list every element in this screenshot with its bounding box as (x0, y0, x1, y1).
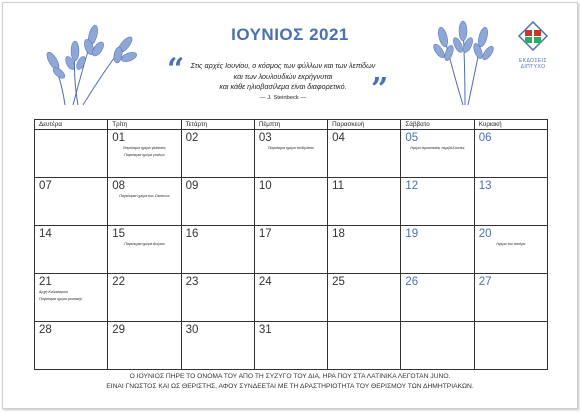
day-cell[interactable] (401, 178, 474, 226)
day-cell[interactable] (35, 274, 108, 322)
day-number: 18 (332, 228, 345, 240)
day-number: 21 (39, 276, 52, 288)
week-row (35, 226, 548, 274)
day-cell[interactable] (474, 178, 547, 226)
weekday-header: Δευτέρα (35, 120, 108, 130)
day-number: 31 (258, 324, 272, 336)
day-cell[interactable] (254, 130, 327, 178)
day-cell[interactable] (401, 130, 474, 178)
weekday-header: Σάββατο (401, 120, 474, 130)
quote-line: και κάθε ηλιοβασίλεμα είναι διαφορετικό. (219, 82, 347, 91)
day-cell[interactable] (254, 178, 327, 226)
day-cell[interactable] (108, 178, 181, 226)
day-cell[interactable] (35, 178, 108, 226)
day-cell[interactable] (35, 226, 108, 274)
day-cell[interactable] (108, 274, 181, 322)
day-number: 14 (39, 228, 52, 240)
day-number: 10 (258, 180, 272, 192)
day-cell[interactable] (181, 178, 254, 226)
day-number: 06 (478, 132, 492, 144)
day-number: 12 (405, 180, 419, 192)
day-cell (328, 322, 401, 370)
week-row (35, 130, 548, 178)
day-cell[interactable] (181, 322, 254, 370)
day-number: 17 (258, 228, 272, 240)
day-cell[interactable] (474, 274, 547, 322)
quote-line: Στις αρχές Ιουνίου, ο κόσμος των φύλλων και των λεπίδων (190, 61, 376, 70)
day-number: 20 (478, 228, 492, 240)
day-cell[interactable] (181, 274, 254, 322)
day-note: Παγκόσμια ημέρα γάλακτος (122, 146, 167, 150)
day-number: 07 (39, 180, 52, 192)
weekday-header: Κυριακή (474, 120, 547, 130)
day-cell[interactable] (328, 226, 401, 274)
day-note: Ημέρα του πατέρα (496, 242, 526, 246)
day-cell[interactable] (328, 274, 401, 322)
day-cell[interactable] (254, 322, 327, 370)
day-note: Παγκόσμια ημέρα Ανέμου (124, 242, 165, 246)
calendar-grid (34, 119, 548, 370)
day-number: 26 (405, 276, 419, 288)
day-cell (401, 322, 474, 370)
day-cell[interactable] (181, 130, 254, 178)
day-number: 19 (405, 228, 419, 240)
day-number: 29 (112, 324, 126, 336)
day-number: 16 (185, 228, 199, 240)
day-note: Παγκόσμια ημέρα ποδηλάτου (267, 146, 315, 150)
day-cell[interactable] (35, 322, 108, 370)
calendar-page (2, 2, 578, 409)
day-number: 22 (112, 276, 126, 288)
day-cell[interactable] (328, 130, 401, 178)
footer-line: Ο ΙΟΥΝΙΟΣ ΠΗΡΕ ΤΟ ΟΝΟΜΑ ΤΟΥ ΑΠΟ ΤΗ ΣΥΖΥΓΟ ΤΟΥ ΔΙΑ, ΗΡΑ ΠΟΥ ΣΤΑ ΛΑΤΙΝΙΚΑ ΛΕΓΟΤΑΝ JUNO. (129, 373, 451, 380)
day-cell[interactable] (254, 226, 327, 274)
calendar-body (35, 130, 548, 370)
day-number: 03 (258, 132, 272, 144)
day-cell[interactable] (474, 226, 547, 274)
day-number: 27 (478, 276, 492, 288)
day-cell[interactable] (254, 274, 327, 322)
day-number: 02 (185, 132, 199, 144)
quote-author: — J. Steinbeck — (259, 94, 307, 101)
day-number: 05 (405, 132, 419, 144)
day-number: 11 (332, 180, 345, 192)
day-cell[interactable] (474, 130, 547, 178)
publisher-logo-mark (518, 21, 548, 51)
day-number: 15 (112, 228, 126, 240)
close-quote-icon: ” (371, 72, 389, 107)
day-cell[interactable] (401, 274, 474, 322)
day-number: 13 (478, 180, 492, 192)
quote-line: και των λουλουδιών εκρήγνυται (233, 71, 333, 81)
day-number: 23 (185, 276, 199, 288)
day-cell (35, 130, 108, 178)
day-cell[interactable] (401, 226, 474, 274)
week-row (35, 322, 548, 370)
day-number: 08 (112, 180, 126, 192)
day-note: Αρχή Καλοκαιριού (39, 290, 68, 294)
publisher-logo (511, 21, 555, 87)
weekday-header: Τρίτη (108, 120, 181, 130)
day-note: Παγκόσμια ημέρα των Ωκεανών (119, 194, 170, 198)
day-number: 25 (332, 276, 345, 288)
weekday-header: Τετάρτη (181, 120, 254, 130)
week-row (35, 274, 548, 322)
day-cell[interactable] (108, 226, 181, 274)
day-number: 04 (332, 132, 345, 144)
day-number: 30 (185, 324, 199, 336)
day-cell[interactable] (328, 178, 401, 226)
day-number: 24 (258, 276, 272, 288)
day-cell (474, 322, 547, 370)
footer-line: ΕΙΝΑΙ ΓΝΩΣΤΟΣ ΚΑΙ ΩΣ ΘΕΡΙΣΤΗΣ, ΑΦΟΥ ΣΥΝΔΕΕΤΑΙ ΜΕ ΤΗ ΔΡΑΣΤΗΡΙΟΤΗΤΑ ΤΟΥ ΘΕΡΙΣΜΟΥ ΤΩΝ ΔΗΜΗΤΡΙΑΚΩΝ. (106, 383, 474, 390)
day-note: Ημέρα προστασίας περιβάλλοντος (410, 146, 465, 150)
week-row (35, 178, 548, 226)
day-cell[interactable] (181, 226, 254, 274)
quote-block (168, 61, 398, 107)
day-number: 01 (112, 132, 126, 144)
footer-note (3, 372, 577, 392)
day-number: 09 (185, 180, 199, 192)
open-quote-icon: “ (167, 52, 185, 87)
weekday-header: Πέμπτη (254, 120, 327, 130)
day-cell[interactable] (108, 130, 181, 178)
weekday-header-row (35, 120, 548, 130)
day-note: Παγκόσμια ημέρα γονέων (124, 153, 165, 157)
day-note: Παγκόσμια ημέρα μουσικής (39, 297, 83, 301)
day-number: 28 (39, 324, 52, 336)
weekday-header: Παρασκευή (328, 120, 401, 130)
month-title: ΙΟΥΝΙΟΣ 2021 (231, 25, 349, 44)
publisher-name: ΕΚΔΟΣΕΙΣ ΔΙΠΤΥΧΟ (519, 58, 547, 70)
day-cell[interactable] (108, 322, 181, 370)
